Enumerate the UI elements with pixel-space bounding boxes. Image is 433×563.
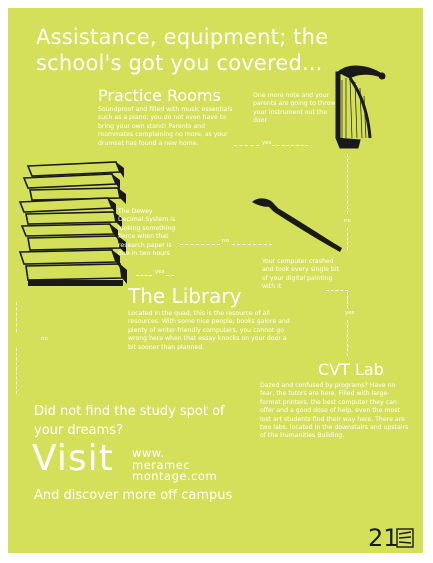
library-note: The Dewey Decimal System is looking something fierce when that research paper is due in two hours <box>118 208 176 258</box>
visit-word: Visit <box>32 438 114 479</box>
url-line: meramec <box>132 457 191 472</box>
website-url[interactable] <box>132 448 217 483</box>
flow-no-label: no <box>344 218 351 224</box>
harp-illustration <box>330 62 390 152</box>
books-illustration <box>16 158 128 298</box>
flow-dash <box>232 244 272 245</box>
flow-no-label: no <box>222 238 229 244</box>
paint-note: Your computer crashed and took every single bit of your digital painting with it <box>262 258 339 291</box>
montage-logo-icon <box>396 528 414 548</box>
cvt-lab-title: CVT Lab <box>318 360 384 379</box>
flow-dash <box>16 302 17 332</box>
flow-yes-label: yes <box>345 310 355 316</box>
paintbrush-illustration <box>248 194 348 258</box>
library-title: The Library <box>128 284 242 308</box>
flow-no-label: no <box>41 336 48 342</box>
flow-dash <box>234 145 259 146</box>
url-line: montage.com <box>132 469 218 483</box>
flow-dash <box>166 275 174 276</box>
flow-dash <box>347 292 348 308</box>
library-body: Located in the quad, this is the resource of all resources. With some nice people, books galore and plenty of writer-friendly computers, you cannot go wrong here when that essay knocks on your door a bit sooner than planned. <box>128 310 290 351</box>
headline: Assistance, equipment; the school's got you covered... <box>36 25 329 75</box>
practice-rooms-title: Practice Rooms <box>98 86 221 105</box>
flow-yes-label: yes <box>155 269 165 275</box>
flow-dash <box>16 348 17 394</box>
flow-dash <box>326 290 348 291</box>
magazine-page <box>8 8 423 553</box>
page-number: 21 <box>368 524 399 552</box>
flow-dash <box>347 320 348 356</box>
flow-yes-label: yes <box>262 140 272 146</box>
practice-rooms-body: Soundproof and filled with music essentials such as a piano; you do not even have to bring your own stand! Parents and roommates complaining no more, as your drumset has found a new home. <box>98 106 233 147</box>
cvt-lab-body: Dazed and confused by programs? Have no fear, the tutors are here. Filled with large-format printers, the best computer they can offer and a good dose of help, even the most lost art students find their way here. There are two labs, located in the downstairs and upstairs of the Humanities Building. <box>260 382 409 440</box>
discover-text: And discover more off campus <box>34 488 233 503</box>
flow-dash <box>180 244 220 245</box>
url-line: www. <box>132 446 165 460</box>
study-spot-question: Did not find the study spot of your dreams? <box>34 404 225 438</box>
harp-note: One more note and your parents are going to throw your instrument out the door <box>253 92 336 125</box>
flow-dash <box>272 145 308 146</box>
flow-dash <box>136 275 152 276</box>
